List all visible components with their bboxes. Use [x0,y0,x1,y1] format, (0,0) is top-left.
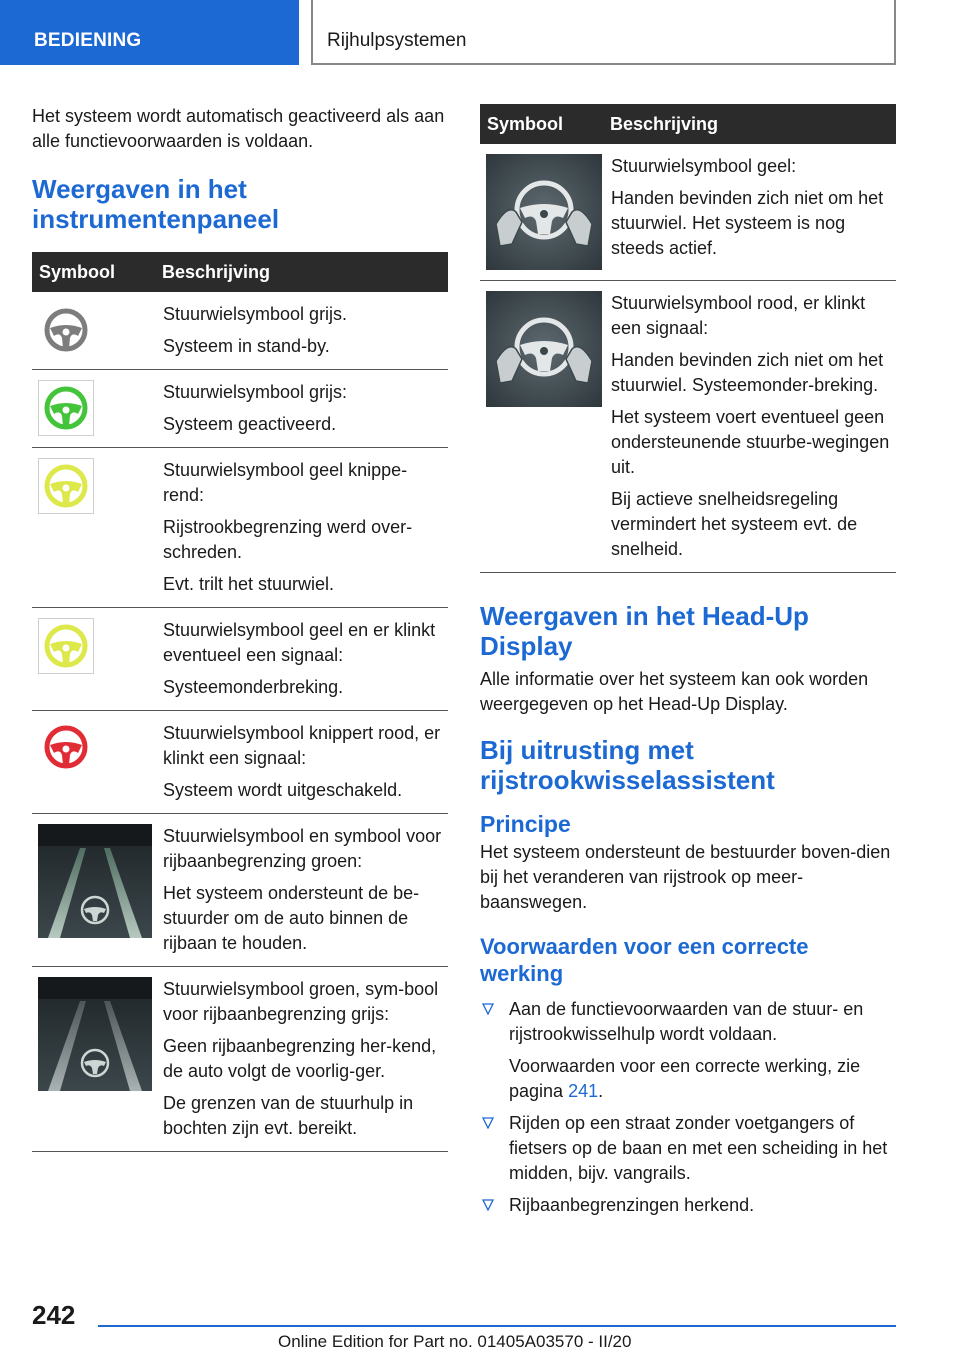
list-item-subtext: Voorwaarden voor een correcte werking, zie pagina 241. [509,1056,861,1101]
table-header-row [480,104,896,144]
chapter-tab [311,0,896,65]
steering-wheel-yellow-icon [38,458,94,514]
row-line: Stuurwielsymbool grijs. [163,304,348,324]
row-line: Stuurwielsymbool geel: [611,156,797,176]
table-row [32,448,448,608]
left-column [32,104,448,1152]
row-line: Stuurwielsymbool groen, sym-bool voor rijbaanbegrenzing grijs: [163,979,439,1024]
edition-text: Online Edition for Part no. 01405A03570 - II/20 [278,1332,632,1351]
triangle-bullet-icon [482,1003,494,1015]
symbol-column-header: Symbool [480,104,604,144]
chapter-title: Rijhulpsystemen [327,30,467,51]
row-line: Geen rijbaanbegrenzing her-kend, de auto volgt de voorlig-ger. [163,1036,437,1081]
list-item: Rijden op een straat zonder voetgangers of fietsers op de baan en met een scheiding in het midden, bijv. vangrails. [480,1111,896,1186]
row-line: Het systeem ondersteunt de be-stuurder om de auto binnen de rijbaan te houden. [163,883,420,953]
triangle-bullet-icon [482,1117,494,1129]
row-line: Handen bevinden zich niet om het stuurwiel. Het systeem is nog steeds actief. [611,188,884,258]
hands-off-symbol-table [480,104,896,573]
instrument-panel-heading: Weergaven in het instrumentenpaneel [32,174,280,234]
table-row [32,711,448,814]
row-line: Stuurwielsymbool grijs: [163,382,348,402]
row-line: Systeemonderbreking. [163,677,344,697]
table-row [32,967,448,1152]
steering-wheel-green-icon [38,380,94,436]
row-line: Handen bevinden zich niet om het stuurwiel. Systeemonder-breking. [611,350,884,395]
section-title: BEDIENING [34,30,142,51]
page-link[interactable]: 241 [568,1081,599,1101]
table-row [480,144,896,281]
principle-heading: Principe [480,811,571,837]
page-number: 242 [32,1300,76,1330]
row-line: Systeem in stand-by. [163,336,330,356]
principle-paragraph: Het systeem ondersteunt de bestuurder boven-dien bij het veranderen van rijstrook op meer-baanswegen. [480,842,891,912]
hud-paragraph: Alle informatie over het systeem kan ook worden weergegeven op het Head-Up Display. [480,669,869,714]
table-header-row [32,252,448,292]
lane-display-green-icon [38,824,152,938]
row-line: Stuurwielsymbool rood, er klinkt een signaal: [611,293,866,338]
footer-rule [98,1325,896,1327]
row-line: Systeem geactiveerd. [163,414,337,434]
triangle-bullet-icon [482,1199,494,1211]
row-line: Stuurwielsymbool geel en er klinkt eventueel een signaal: [163,620,436,665]
steering-wheel-grey-icon [44,302,88,358]
list-item: Aan de functievoorwaarden van de stuur- en rijstrookwisselhulp wordt voldaan. Voorwaarden voor een correcte werking, zie pagina 241. [480,997,896,1104]
symbol-column-header: Symbool [32,252,156,292]
description-column-header: Beschrijving [604,104,896,144]
row-line: Evt. trilt het stuurwiel. [163,574,335,594]
row-line: Stuurwielsymbool knippert rood, er klinkt een signaal: [163,723,441,768]
row-line: Het systeem voert eventueel geen ondersteunende stuurbe-wegingen uit. [611,407,890,477]
table-row [32,608,448,711]
description-column-header: Beschrijving [156,252,448,292]
lane-display-grey-icon [38,977,152,1091]
table-row [480,281,896,573]
steering-wheel-red-icon [44,721,88,773]
list-item: Rijbaanbegrenzingen herkend. [480,1193,896,1218]
right-column [480,104,896,1225]
lane-change-assistant-heading: Bij uitrusting met rijstrookwisselassistent [480,735,775,795]
section-tab [0,0,299,65]
instrument-symbol-table [32,252,448,1152]
table-row [32,814,448,967]
conditions-heading: Voorwaarden voor een correcte werking [480,934,809,986]
conditions-list [480,997,896,1218]
row-line: Bij actieve snelheidsregeling vermindert het systeem evt. de snelheid. [611,489,858,559]
hud-heading: Weergaven in het Head-Up Display [480,601,809,661]
row-line: De grenzen van de stuurhulp in bochten zijn evt. bereikt. [163,1093,414,1138]
intro-paragraph: Het systeem wordt automatisch geactiveerd als aan alle functievoorwaarden is voldaan. [32,106,445,151]
row-line: Stuurwielsymbool en symbool voor rijbaanbegrenzing groen: [163,826,442,871]
row-line: Systeem wordt uitgeschakeld. [163,780,403,800]
hands-off-wheel-yellow-icon [486,154,602,270]
hands-off-wheel-red-icon [486,291,602,407]
row-line: Rijstrookbegrenzing werd over-schreden. [163,517,413,562]
steering-wheel-yellow-icon [38,618,94,674]
table-row [32,292,448,370]
table-row [32,370,448,448]
row-line: Stuurwielsymbool geel knippe-rend: [163,460,408,505]
